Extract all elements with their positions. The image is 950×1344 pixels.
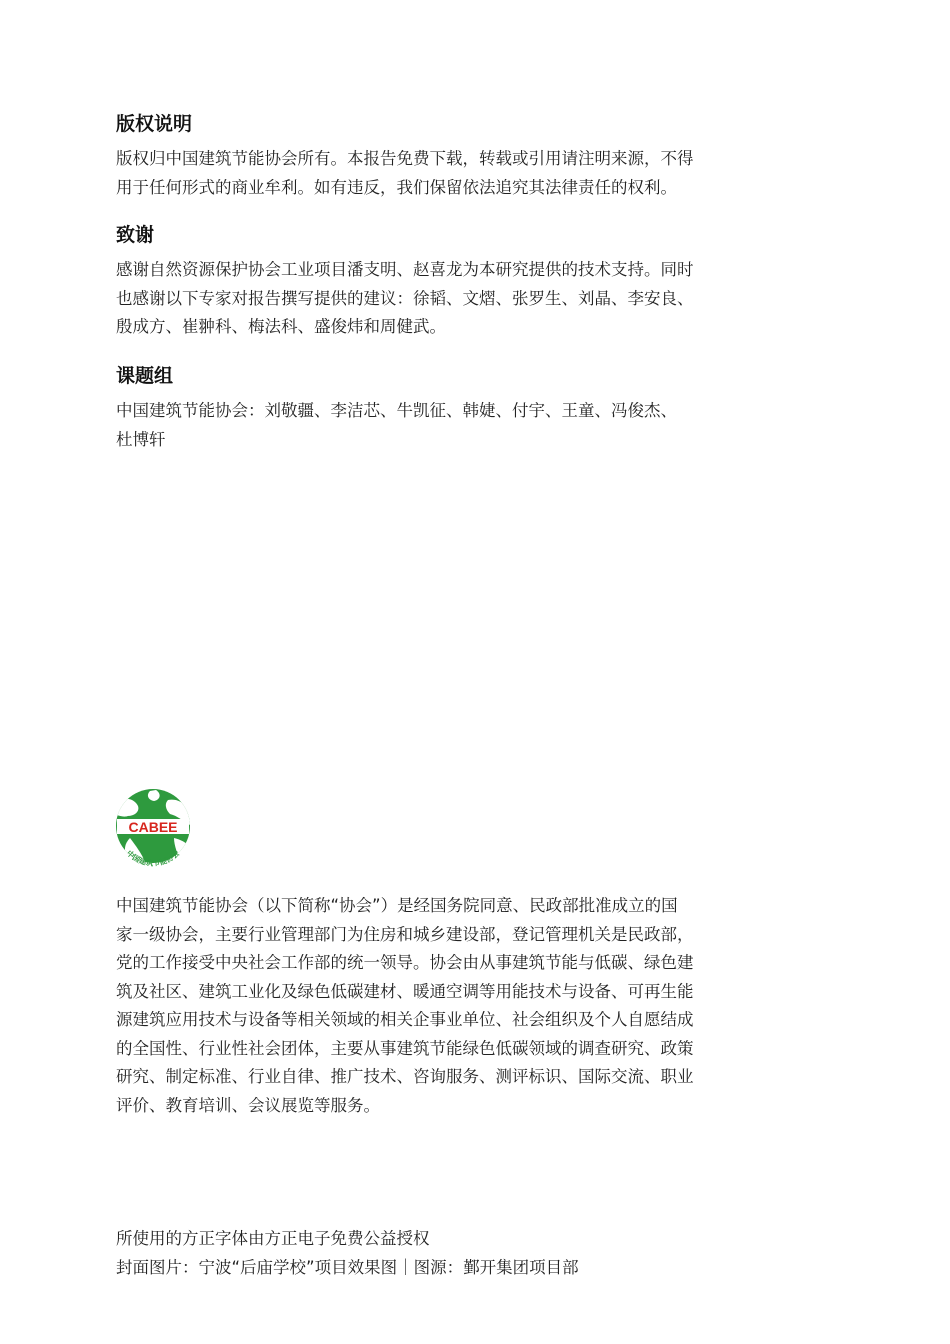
project-team-line: 中国建筑节能协会：刘敬疆、李洁芯、牛凯征、韩婕、付宇、王童、冯俊杰、 bbox=[116, 401, 677, 420]
association-intro-line: 评价、教育培训、会议展览等服务。 bbox=[116, 1095, 380, 1115]
acknowledgements-line: 感谢自然资源保护协会工业项目潘支明、赵喜龙为本研究提供的技术支持。同时 bbox=[116, 260, 694, 279]
association-intro-line: 的全国性、行业性社会团体，主要从事建筑节能绿色低碳领域的调查研究、政策 bbox=[116, 1038, 694, 1058]
acknowledgements-line: 殷成方、崔翀科、梅法科、盛俊炜和周健武。 bbox=[116, 317, 446, 336]
copyright-section bbox=[116, 112, 816, 202]
project-team-line: 杜博轩 bbox=[116, 429, 166, 449]
globe-logo-icon bbox=[112, 786, 196, 878]
association-intro-section bbox=[116, 892, 816, 1120]
copyright-heading: 版权说明 bbox=[116, 113, 193, 135]
copyright-line: 用于任何形式的商业牟利。如有违反，我们保留依法追究其法律责任的权利。 bbox=[116, 177, 677, 197]
project-team-text bbox=[116, 397, 816, 454]
association-intro-line: 中国建筑节能协会（以下简称“协会”）是经国务院同意、民政部批准成立的国 bbox=[116, 896, 678, 915]
cover-image-credit: 封面图片：宁波“后庙学校”项目效果图｜图源：鄞开集团项目部 bbox=[116, 1258, 579, 1277]
association-intro-line: 筑及社区、建筑工业化及绿色低碳建材、暖通空调等用能技术与设备、可再生能 bbox=[116, 981, 694, 1001]
cabee-logo bbox=[112, 786, 196, 878]
credits-section bbox=[116, 1224, 816, 1282]
font-license-note: 所使用的方正字体由方正电子免费公益授权 bbox=[116, 1229, 430, 1248]
project-team-heading: 课题组 bbox=[116, 365, 174, 387]
acknowledgements-heading: 致谢 bbox=[116, 224, 155, 246]
acknowledgements-line: 也感谢以下专家对报告撰写提供的建议：徐韬、文熠、张罗生、刘晶、李安良、 bbox=[116, 288, 694, 308]
credits-text bbox=[116, 1224, 816, 1282]
association-intro-line: 家一级协会，主要行业管理部门为住房和城乡建设部，登记管理机关是民政部， bbox=[116, 924, 694, 944]
acknowledgements-section bbox=[116, 223, 816, 342]
association-intro-line: 研究、制定标准、行业自律、推广技术、咨询服务、测评标识、国际交流、职业 bbox=[116, 1067, 694, 1086]
project-team-section bbox=[116, 364, 816, 454]
association-intro-line: 源建筑应用技术与设备等相关领域的相关企事业单位、社会组织及个人自愿结成 bbox=[116, 1010, 694, 1029]
association-intro-text bbox=[116, 892, 816, 1120]
association-intro-line: 党的工作接受中央社会工作部的统一领导。协会由从事建筑节能与低碳、绿色建 bbox=[116, 953, 694, 972]
copyright-text bbox=[116, 145, 816, 202]
logo-name: 中国建筑节能协会 bbox=[124, 848, 182, 868]
copyright-line: 版权归中国建筑节能协会所有。本报告免费下载，转载或引用请注明来源，不得 bbox=[116, 149, 694, 168]
logo-acronym: CABEE bbox=[128, 819, 178, 835]
acknowledgements-text bbox=[116, 256, 816, 342]
